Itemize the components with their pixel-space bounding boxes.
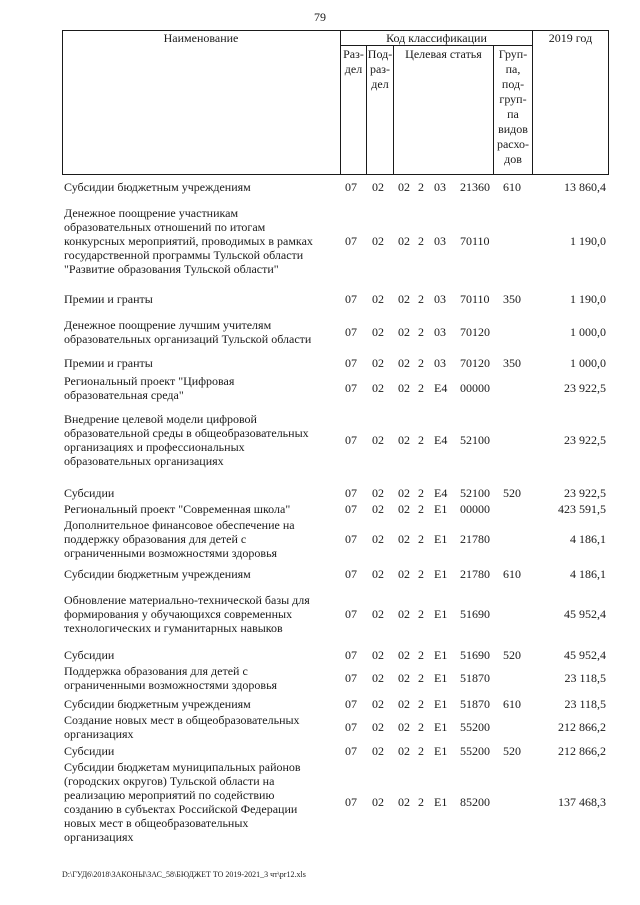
row-razdel: 07 bbox=[345, 486, 357, 500]
row-group: 520 bbox=[503, 744, 521, 758]
row-amount: 1 000,0 bbox=[570, 356, 606, 370]
row-group: 610 bbox=[503, 697, 521, 711]
row-name: Поддержка образования для детей с ограниченными возможностями здоровья bbox=[64, 664, 278, 692]
row-group: 520 bbox=[503, 486, 521, 500]
row-razdel: 07 bbox=[345, 744, 357, 758]
row-target-4: 70110 bbox=[460, 234, 490, 248]
row-name: Обновление материально-технической базы для формирования у обучающихся современных технологических и гуманитарных навыков bbox=[64, 593, 310, 635]
row-target-2: 2 bbox=[418, 292, 424, 306]
row-amount: 23 922,5 bbox=[564, 486, 606, 500]
row-name: Субсидии бюджетным учреждениям bbox=[64, 180, 251, 194]
row-podrazdel: 02 bbox=[372, 795, 384, 809]
row-amount: 23 922,5 bbox=[564, 381, 606, 395]
row-target-4: 70120 bbox=[460, 325, 490, 339]
row-target-1: 02 bbox=[398, 325, 410, 339]
row-name: Субсидии bbox=[64, 744, 115, 758]
row-target-3: 03 bbox=[434, 356, 446, 370]
row-target-3: 03 bbox=[434, 180, 446, 194]
row-razdel: 07 bbox=[345, 720, 357, 734]
row-target-1: 02 bbox=[398, 486, 410, 500]
row-name: Премии и гранты bbox=[64, 292, 153, 306]
row-target-4: 85200 bbox=[460, 795, 490, 809]
page-number: 79 bbox=[314, 10, 326, 24]
row-target-1: 02 bbox=[398, 234, 410, 248]
row-target-3: E1 bbox=[434, 532, 448, 546]
row-razdel: 07 bbox=[345, 234, 357, 248]
row-name: Денежное поощрение участникам образовательных отношений по итогам конкурсных мероприятий, проводимых в рамках государственной программы Тульской области "Развитие образования Тульской области" bbox=[64, 206, 313, 276]
row-target-1: 02 bbox=[398, 180, 410, 194]
row-target-1: 02 bbox=[398, 567, 410, 581]
row-name: Субсидии bbox=[64, 486, 115, 500]
row-target-2: 2 bbox=[418, 795, 424, 809]
row-amount: 4 186,1 bbox=[570, 567, 606, 581]
row-target-3: E1 bbox=[434, 697, 448, 711]
row-name: Региональный проект "Современная школа" bbox=[64, 502, 291, 516]
row-name: Региональный проект "Цифровая образовательная среда" bbox=[64, 374, 235, 402]
row-name: Дополнительное финансовое обеспечение на поддержку образования для детей с ограниченными возможностями здоровья bbox=[64, 518, 295, 560]
row-target-2: 2 bbox=[418, 486, 424, 500]
row-podrazdel: 02 bbox=[372, 433, 384, 447]
row-razdel: 07 bbox=[345, 325, 357, 339]
row-amount: 423 591,5 bbox=[558, 502, 606, 516]
row-target-4: 55200 bbox=[460, 720, 490, 734]
row-name: Субсидии bbox=[64, 648, 115, 662]
row-razdel: 07 bbox=[345, 292, 357, 306]
row-razdel: 07 bbox=[345, 433, 357, 447]
row-amount: 45 952,4 bbox=[564, 648, 606, 662]
row-target-2: 2 bbox=[418, 532, 424, 546]
row-target-2: 2 bbox=[418, 502, 424, 516]
row-target-2: 2 bbox=[418, 433, 424, 447]
row-group: 350 bbox=[503, 292, 521, 306]
row-target-3: E1 bbox=[434, 795, 448, 809]
row-target-2: 2 bbox=[418, 180, 424, 194]
row-podrazdel: 02 bbox=[372, 180, 384, 194]
row-amount: 137 468,3 bbox=[558, 795, 606, 809]
row-target-2: 2 bbox=[418, 381, 424, 395]
row-target-4: 70110 bbox=[460, 292, 490, 306]
row-target-2: 2 bbox=[418, 567, 424, 581]
header-name: Наименование bbox=[163, 31, 239, 45]
row-podrazdel: 02 bbox=[372, 744, 384, 758]
row-razdel: 07 bbox=[345, 381, 357, 395]
row-name: Создание новых мест в общеобразовательных организациях bbox=[64, 713, 300, 741]
row-target-1: 02 bbox=[398, 795, 410, 809]
row-podrazdel: 02 bbox=[372, 292, 384, 306]
row-target-1: 02 bbox=[398, 433, 410, 447]
row-target-1: 02 bbox=[398, 356, 410, 370]
header-year: 2019 год bbox=[548, 31, 593, 45]
row-podrazdel: 02 bbox=[372, 532, 384, 546]
row-amount: 13 860,4 bbox=[564, 180, 606, 194]
row-podrazdel: 02 bbox=[372, 325, 384, 339]
row-target-4: 00000 bbox=[460, 502, 490, 516]
row-target-4: 00000 bbox=[460, 381, 490, 395]
row-target-1: 02 bbox=[398, 671, 410, 685]
row-razdel: 07 bbox=[345, 502, 357, 516]
row-target-3: E4 bbox=[434, 381, 448, 395]
row-name: Премии и гранты bbox=[64, 356, 153, 370]
row-target-2: 2 bbox=[418, 607, 424, 621]
row-target-3: E1 bbox=[434, 648, 448, 662]
row-podrazdel: 02 bbox=[372, 720, 384, 734]
row-target-3: E4 bbox=[434, 433, 448, 447]
row-target-4: 21780 bbox=[460, 567, 490, 581]
row-amount: 4 186,1 bbox=[570, 532, 606, 546]
row-target-1: 02 bbox=[398, 381, 410, 395]
row-amount: 23 922,5 bbox=[564, 433, 606, 447]
row-group: 610 bbox=[503, 567, 521, 581]
row-razdel: 07 bbox=[345, 356, 357, 370]
row-razdel: 07 bbox=[345, 671, 357, 685]
row-target-3: E1 bbox=[434, 567, 448, 581]
row-target-1: 02 bbox=[398, 532, 410, 546]
row-target-2: 2 bbox=[418, 744, 424, 758]
row-amount: 1 190,0 bbox=[570, 234, 606, 248]
row-podrazdel: 02 bbox=[372, 648, 384, 662]
row-podrazdel: 02 bbox=[372, 567, 384, 581]
row-target-1: 02 bbox=[398, 697, 410, 711]
row-target-3: E1 bbox=[434, 720, 448, 734]
row-podrazdel: 02 bbox=[372, 234, 384, 248]
row-amount: 212 866,2 bbox=[558, 720, 606, 734]
row-target-2: 2 bbox=[418, 648, 424, 662]
row-razdel: 07 bbox=[345, 648, 357, 662]
header-razdel: Раз- дел bbox=[343, 47, 364, 76]
row-target-3: E1 bbox=[434, 744, 448, 758]
row-target-4: 21360 bbox=[460, 180, 490, 194]
row-podrazdel: 02 bbox=[372, 502, 384, 516]
row-target-2: 2 bbox=[418, 325, 424, 339]
row-amount: 23 118,5 bbox=[564, 697, 606, 711]
header-code-classification: Код классификации bbox=[386, 31, 487, 45]
header-group: Груп- па, под- груп- па видов расхо- дов bbox=[496, 47, 530, 166]
row-target-1: 02 bbox=[398, 502, 410, 516]
header-target-article: Целевая статья bbox=[405, 47, 482, 61]
row-amount: 23 118,5 bbox=[564, 671, 606, 685]
row-razdel: 07 bbox=[345, 532, 357, 546]
row-target-3: 03 bbox=[434, 325, 446, 339]
row-amount: 1 190,0 bbox=[570, 292, 606, 306]
row-target-1: 02 bbox=[398, 292, 410, 306]
row-amount: 212 866,2 bbox=[558, 744, 606, 758]
row-target-3: 03 bbox=[434, 292, 446, 306]
row-target-3: 03 bbox=[434, 234, 446, 248]
row-podrazdel: 02 bbox=[372, 486, 384, 500]
row-target-3: E1 bbox=[434, 671, 448, 685]
row-razdel: 07 bbox=[345, 795, 357, 809]
row-target-4: 51870 bbox=[460, 697, 490, 711]
row-podrazdel: 02 bbox=[372, 697, 384, 711]
header-podrazdel: Под- раз- дел bbox=[367, 47, 393, 91]
row-group: 350 bbox=[503, 356, 521, 370]
row-podrazdel: 02 bbox=[372, 356, 384, 370]
row-target-4: 51690 bbox=[460, 648, 490, 662]
row-target-4: 51870 bbox=[460, 671, 490, 685]
row-name: Субсидии бюджетным учреждениям bbox=[64, 567, 251, 581]
row-target-4: 51690 bbox=[460, 607, 490, 621]
row-target-2: 2 bbox=[418, 671, 424, 685]
row-name: Внедрение целевой модели цифровой образовательной среды в общеобразовательных организациях и профессиональных образовательных организациях bbox=[64, 412, 309, 468]
row-target-4: 55200 bbox=[460, 744, 490, 758]
row-razdel: 07 bbox=[345, 697, 357, 711]
row-target-4: 52100 bbox=[460, 486, 490, 500]
row-amount: 1 000,0 bbox=[570, 325, 606, 339]
row-target-2: 2 bbox=[418, 356, 424, 370]
file-path-footer: D:\ГУД6\2018\ЗАКОНЫ\ЗАС_58\БЮДЖЕТ ТО 2019-2021_3 чт\pr12.xls bbox=[62, 870, 306, 879]
row-target-4: 21780 bbox=[460, 532, 490, 546]
row-target-4: 52100 bbox=[460, 433, 490, 447]
row-target-2: 2 bbox=[418, 697, 424, 711]
row-name: Денежное поощрение лучшим учителям образовательных организаций Тульской области bbox=[64, 318, 312, 346]
row-name: Субсидии бюджетным учреждениям bbox=[64, 697, 251, 711]
row-target-1: 02 bbox=[398, 744, 410, 758]
row-group: 520 bbox=[503, 648, 521, 662]
row-amount: 45 952,4 bbox=[564, 607, 606, 621]
row-razdel: 07 bbox=[345, 567, 357, 581]
row-target-2: 2 bbox=[418, 720, 424, 734]
row-razdel: 07 bbox=[345, 607, 357, 621]
row-target-3: E1 bbox=[434, 607, 448, 621]
row-target-3: E4 bbox=[434, 486, 448, 500]
row-podrazdel: 02 bbox=[372, 381, 384, 395]
row-name: Субсидии бюджетам муниципальных районов (городских округов) Тульской области на реализацию мероприятий по содействию созданию в субъектах Российской Федерации новых мест в общеобразовательных организациях bbox=[64, 760, 301, 844]
row-podrazdel: 02 bbox=[372, 671, 384, 685]
row-target-3: E1 bbox=[434, 502, 448, 516]
row-target-4: 70120 bbox=[460, 356, 490, 370]
row-group: 610 bbox=[503, 180, 521, 194]
row-razdel: 07 bbox=[345, 180, 357, 194]
row-target-2: 2 bbox=[418, 234, 424, 248]
row-target-1: 02 bbox=[398, 648, 410, 662]
row-target-1: 02 bbox=[398, 720, 410, 734]
row-podrazdel: 02 bbox=[372, 607, 384, 621]
row-target-1: 02 bbox=[398, 607, 410, 621]
